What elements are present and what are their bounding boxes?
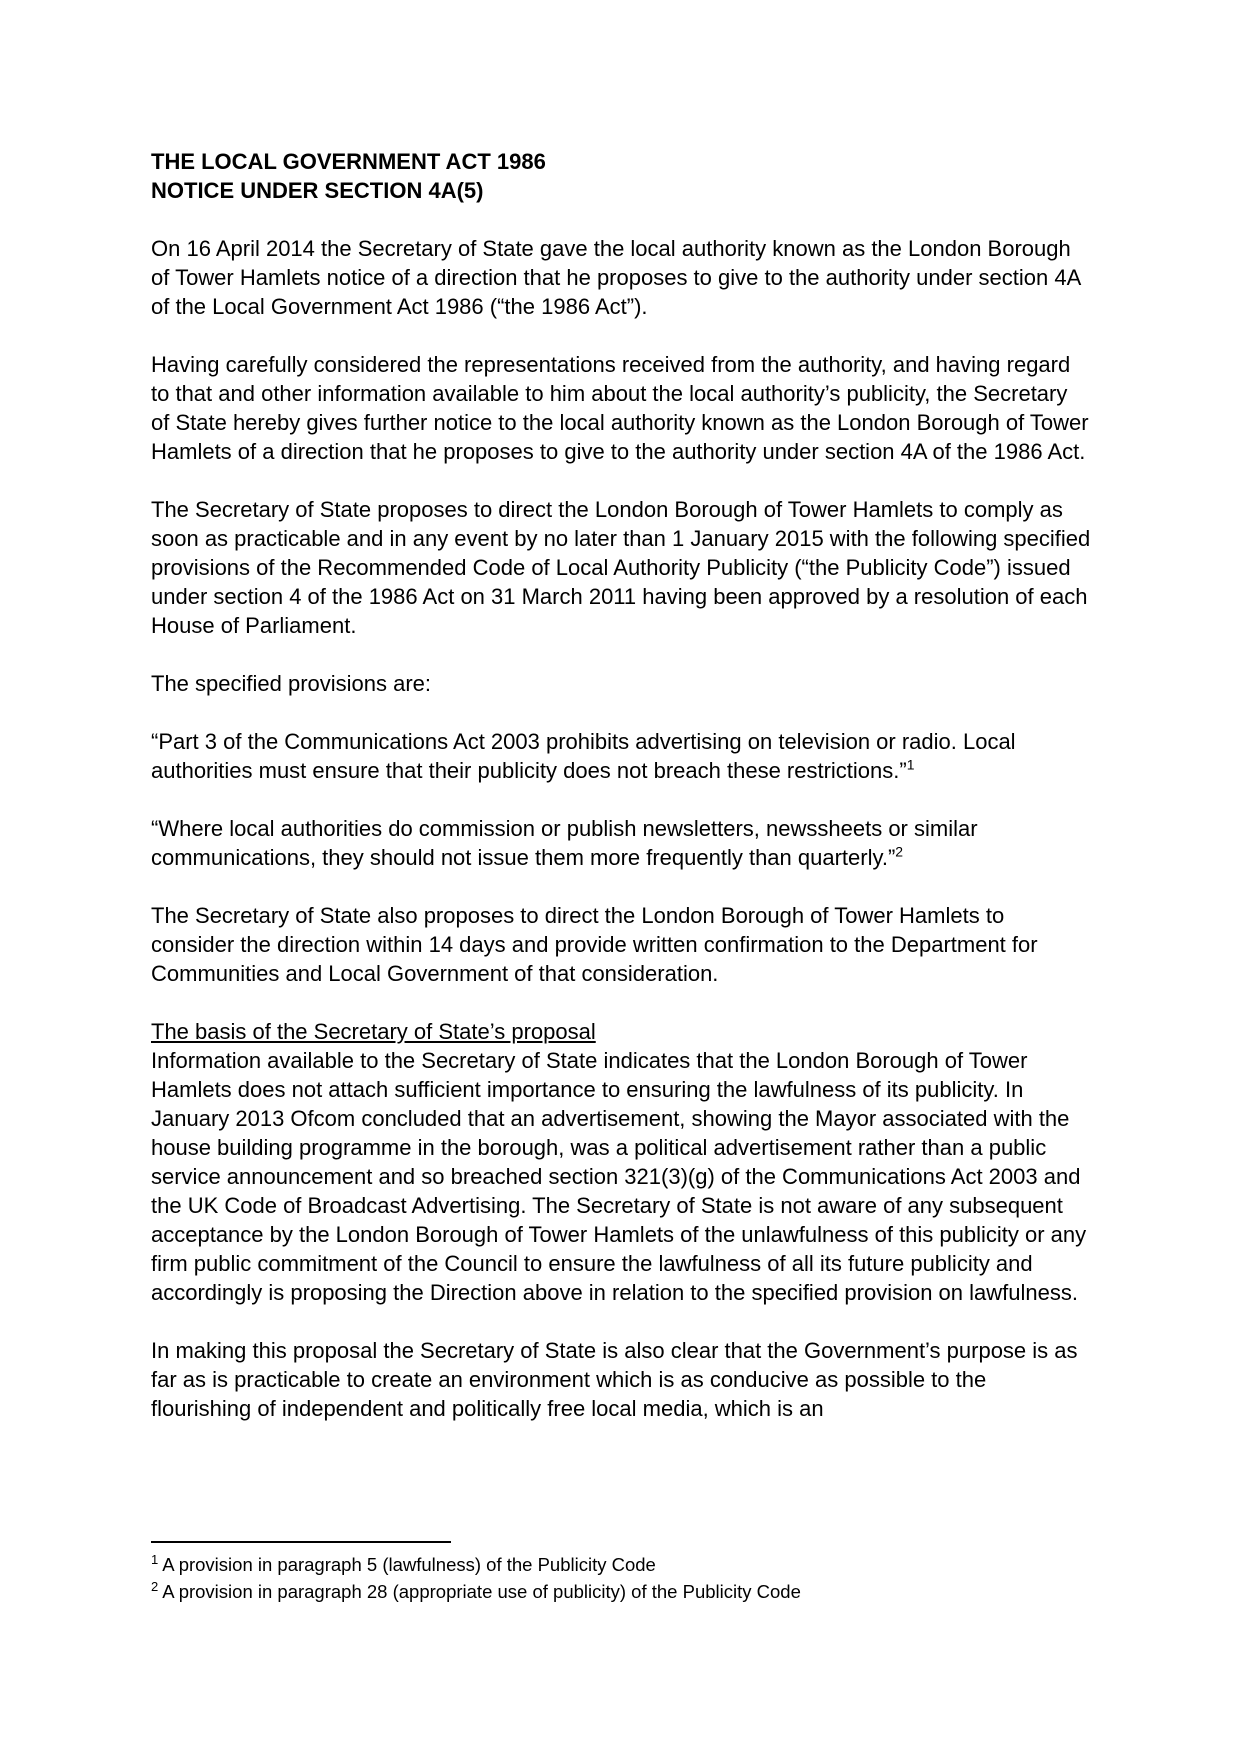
paragraph-representations	[151, 350, 1091, 466]
paragraph-text: Information available to the Secretary of State indicates that the London Borough of Tower Hamlets does not attach sufficient importance to ensuring the lawfulness of its publicity. In January 2013 Ofcom concluded that an advertisement, showing the Mayor associated with the house building programme in the borough, was a political advertisement rather than a public service announcement and so breached section 321(3)(g) of the Communications Act 2003 and the UK Code of Broadcast Advertising. The Secretary of State is not aware of any subsequent acceptance by the London Borough of Tower Hamlets of the unlawfulness of this publicity or any firm public commitment of the Council to ensure the lawfulness of all its future publicity and accordingly is proposing the Direction above in relation to the specified provision on lawfulness.	[151, 1048, 1087, 1305]
paragraph-text: Having carefully considered the representations received from the authority, and having regard to that and other information available to him about the local authority’s publicity, the Secretary of State hereby gives further notice to the local authority known as the London Borough of Tower Hamlets of a direction that he proposes to give to the authority under section 4A of the 1986 Act.	[151, 352, 1089, 464]
paragraph-text: The specified provisions are:	[151, 671, 432, 696]
paragraph-government-purpose	[151, 1336, 1091, 1423]
quote-newsletters-quarterly	[151, 814, 1091, 872]
quote-part3-communications-act	[151, 727, 1091, 785]
paragraph-notice-given	[151, 234, 1091, 321]
paragraph-basis-information	[151, 1046, 1091, 1307]
paragraph-text: On 16 April 2014 the Secretary of State gave the local authority known as the London Borough of Tower Hamlets notice of a direction that he proposes to give to the authority under section 4A of the Local Government Act 1986 (“the 1986 Act”).	[151, 236, 1081, 319]
paragraph-proposed-direction	[151, 495, 1091, 640]
paragraph-text: The Secretary of State also proposes to direct the London Borough of Tower Hamlets to consider the direction within 14 days and provide written confirmation to the Department for Communities and Local Government of that consideration.	[151, 903, 1038, 986]
paragraph-text: The Secretary of State proposes to direct the London Borough of Tower Hamlets to comply as soon as practicable and in any event by no later than 1 January 2015 with the following specified provisions of the Recommended Code of Local Authority Publicity (“the Publicity Code”) issued under section 4 of the 1986 Act on 31 March 2011 having been approved by a resolution of each House of Parliament.	[151, 497, 1091, 638]
document-title-line-1: THE LOCAL GOVERNMENT ACT 1986	[151, 149, 546, 174]
section-heading-basis-of-proposal: The basis of the Secretary of State’s proposal	[151, 1019, 596, 1044]
document-body	[151, 147, 1091, 1423]
footnote-separator-rule	[151, 1541, 451, 1543]
footnote-2-text: A provision in paragraph 28 (appropriate use of publicity) of the Publicity Code	[162, 1581, 801, 1602]
document-title	[151, 147, 1091, 205]
paragraph-specified-provisions-intro	[151, 669, 1091, 698]
quote-text: “Part 3 of the Communications Act 2003 prohibits advertising on television or radio. Local authorities must ensure that their publicity does not breach these restrictions.”	[151, 729, 1016, 783]
footnotes-section	[151, 1541, 1091, 1605]
footnote-ref-2: 2	[895, 843, 904, 860]
paragraph-text: In making this proposal the Secretary of State is also clear that the Government’s purpose is as far as is practicable to create an environment which is as conducive as possible to the flourishing of independent and politically free local media, which is an	[151, 1338, 1078, 1421]
footnote-2	[151, 1578, 1091, 1605]
document-title-line-2: NOTICE UNDER SECTION 4A(5)	[151, 178, 484, 203]
footnote-1	[151, 1551, 1091, 1578]
footnote-1-marker: 1	[151, 1551, 159, 1567]
paragraph-consider-direction	[151, 901, 1091, 988]
footnote-2-marker: 2	[151, 1578, 159, 1594]
footnote-ref-1: 1	[906, 756, 915, 773]
quote-text: “Where local authorities do commission or publish newsletters, newssheets or similar communications, they should not issue them more frequently than quarterly.”	[151, 816, 978, 870]
footnote-1-text: A provision in paragraph 5 (lawfulness) of the Publicity Code	[162, 1554, 656, 1575]
